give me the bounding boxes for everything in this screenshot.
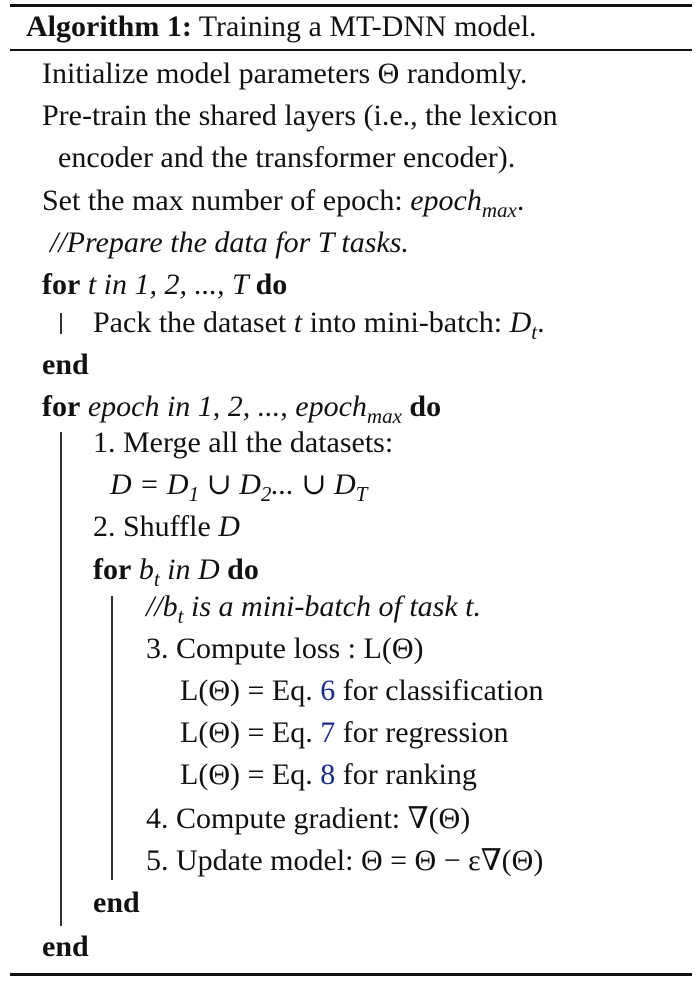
- shuffle-text: 2. Shuffle: [93, 510, 219, 543]
- line-compute-gradient: 4. Compute gradient: ∇(Θ): [146, 802, 471, 835]
- eq-reg-a: L(Θ) = Eq.: [180, 716, 321, 749]
- merge-eq-sub1: 1: [188, 482, 200, 506]
- comment-b: //b: [146, 590, 178, 623]
- line-eq-classification: [180, 674, 543, 708]
- for-tasks-scope-bar: [60, 313, 62, 334]
- end-for-tasks: end: [42, 348, 89, 381]
- for-keyword: for: [93, 553, 132, 586]
- caption-rule: [10, 49, 692, 51]
- caption-title: Training a MT-DNN model.: [198, 10, 537, 43]
- line-pretrain-1: Pre-train the shared layers (i.e., the lexicon: [42, 99, 558, 132]
- pack-period: .: [537, 306, 545, 339]
- line-pretrain-2: encoder and the transformer encoder).: [58, 141, 516, 174]
- eq-cls-b: for classification: [335, 674, 544, 707]
- merge-eq-c: ... ∪ D: [271, 468, 356, 501]
- end-for-batch: end: [93, 886, 140, 919]
- line-pack-dataset: [93, 306, 545, 344]
- pack-t: t: [293, 306, 303, 339]
- comment-prepare: //Prepare the data for T tasks.: [50, 226, 409, 259]
- set-max-text: Set the max number of epoch:: [42, 184, 411, 217]
- for-epoch-scope-bar: [60, 432, 62, 926]
- eq-ref-8-link[interactable]: 8: [320, 758, 336, 791]
- eq-rank-a: L(Θ) = Eq.: [180, 758, 321, 791]
- epoch-max-var: epoch: [410, 184, 482, 217]
- do-keyword: do: [409, 390, 442, 423]
- comment-minibatch: [146, 590, 481, 628]
- set-max-period: .: [516, 184, 525, 217]
- do-keyword: do: [255, 268, 288, 301]
- eq-ref-6-link[interactable]: 6: [320, 674, 336, 707]
- end-for-epoch: end: [42, 930, 89, 963]
- for-batch-rest: in D: [159, 553, 228, 586]
- line-merge: 1. Merge all the datasets:: [93, 426, 394, 459]
- line-update-model: 5. Update model: Θ = Θ − ε∇(Θ): [146, 844, 544, 877]
- line-set-max-epoch: [42, 184, 525, 222]
- for-batch-sub: t: [153, 567, 160, 591]
- eq-ref-7-link[interactable]: 7: [320, 716, 336, 749]
- epoch-max-sub: max: [481, 198, 517, 222]
- comment-b-sub: t: [177, 604, 184, 628]
- pack-text: Pack the dataset: [93, 306, 294, 339]
- for-keyword: for: [42, 268, 81, 301]
- for-batch-line: [93, 553, 259, 591]
- for-epoch-line: [42, 390, 442, 428]
- line-merge-eq: [110, 468, 368, 506]
- shuffle-D: D: [218, 510, 240, 543]
- line-compute-loss: 3. Compute loss : L(Θ): [146, 632, 424, 665]
- merge-eq-a: D = D: [110, 468, 189, 501]
- eq-rank-b: for ranking: [335, 758, 477, 791]
- algorithm-caption: [26, 10, 537, 44]
- for-tasks-line: [42, 268, 287, 302]
- merge-eq-sub3: T: [355, 482, 368, 506]
- for-tasks-cond: t in 1, 2, ..., T: [80, 268, 256, 301]
- line-init: Initialize model parameters Θ randomly.: [42, 57, 528, 90]
- merge-eq-sub2: 2: [260, 482, 272, 506]
- eq-cls-a: L(Θ) = Eq.: [180, 674, 321, 707]
- line-shuffle: [93, 510, 240, 544]
- bottom-rule: [10, 973, 692, 976]
- caption-label: Algorithm 1:: [26, 10, 192, 43]
- pack-mid: into mini-batch:: [302, 306, 510, 339]
- for-batch-b: b: [131, 553, 154, 586]
- top-rule: [10, 4, 692, 7]
- line-eq-ranking: [180, 758, 477, 792]
- for-keyword: for: [42, 390, 81, 423]
- merge-eq-b: ∪ D: [199, 468, 261, 501]
- pack-sub: t: [531, 320, 538, 344]
- do-keyword: do: [227, 553, 259, 586]
- line-eq-regression: [180, 716, 509, 750]
- eq-reg-b: for regression: [335, 716, 509, 749]
- pack-D: D: [509, 306, 532, 339]
- comment-b-rest: is a mini-batch of task t.: [183, 590, 481, 623]
- for-epoch-cond: epoch in 1, 2, ..., epoch: [80, 390, 367, 423]
- for-batch-scope-bar: [111, 596, 113, 880]
- for-epoch-sub: max: [366, 404, 402, 428]
